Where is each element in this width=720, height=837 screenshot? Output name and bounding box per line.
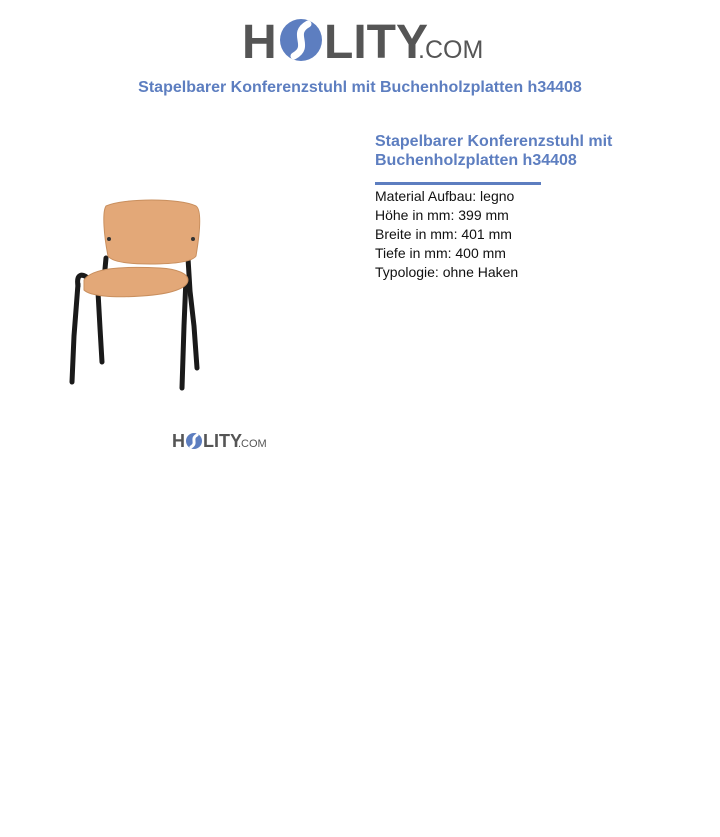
product-details xyxy=(375,132,675,282)
svg-text:H: H xyxy=(172,431,185,451)
title-divider xyxy=(375,182,541,185)
holity-logo-small-graphic xyxy=(172,429,268,453)
page-title: Stapelbarer Konferenzstuhl mit Buchenholzplatten h34408 xyxy=(138,79,582,96)
holity-logo xyxy=(242,12,482,68)
holity-logo-small xyxy=(172,429,268,453)
holity-logo-graphic xyxy=(242,12,482,68)
svg-text:LITY: LITY xyxy=(324,16,428,68)
chair-image xyxy=(62,196,218,392)
svg-text:.COM: .COM xyxy=(418,36,482,64)
spec-list xyxy=(375,187,675,282)
chair-illustration xyxy=(62,196,218,392)
spec-height: Höhe in mm: 399 mm xyxy=(375,207,509,223)
spec-depth: Tiefe in mm: 400 mm xyxy=(375,245,506,261)
spec-material: Material Aufbau: legno xyxy=(375,188,515,204)
svg-text:LITY: LITY xyxy=(203,431,242,451)
spec-width: Breite in mm: 401 mm xyxy=(375,226,512,242)
spec-type: Typologie: ohne Haken xyxy=(375,264,519,280)
svg-text:H: H xyxy=(242,16,277,68)
product-title: Stapelbarer Konferenzstuhl mit Buchenholzplatten h34408 xyxy=(375,133,613,169)
svg-text:.COM: .COM xyxy=(238,438,267,450)
